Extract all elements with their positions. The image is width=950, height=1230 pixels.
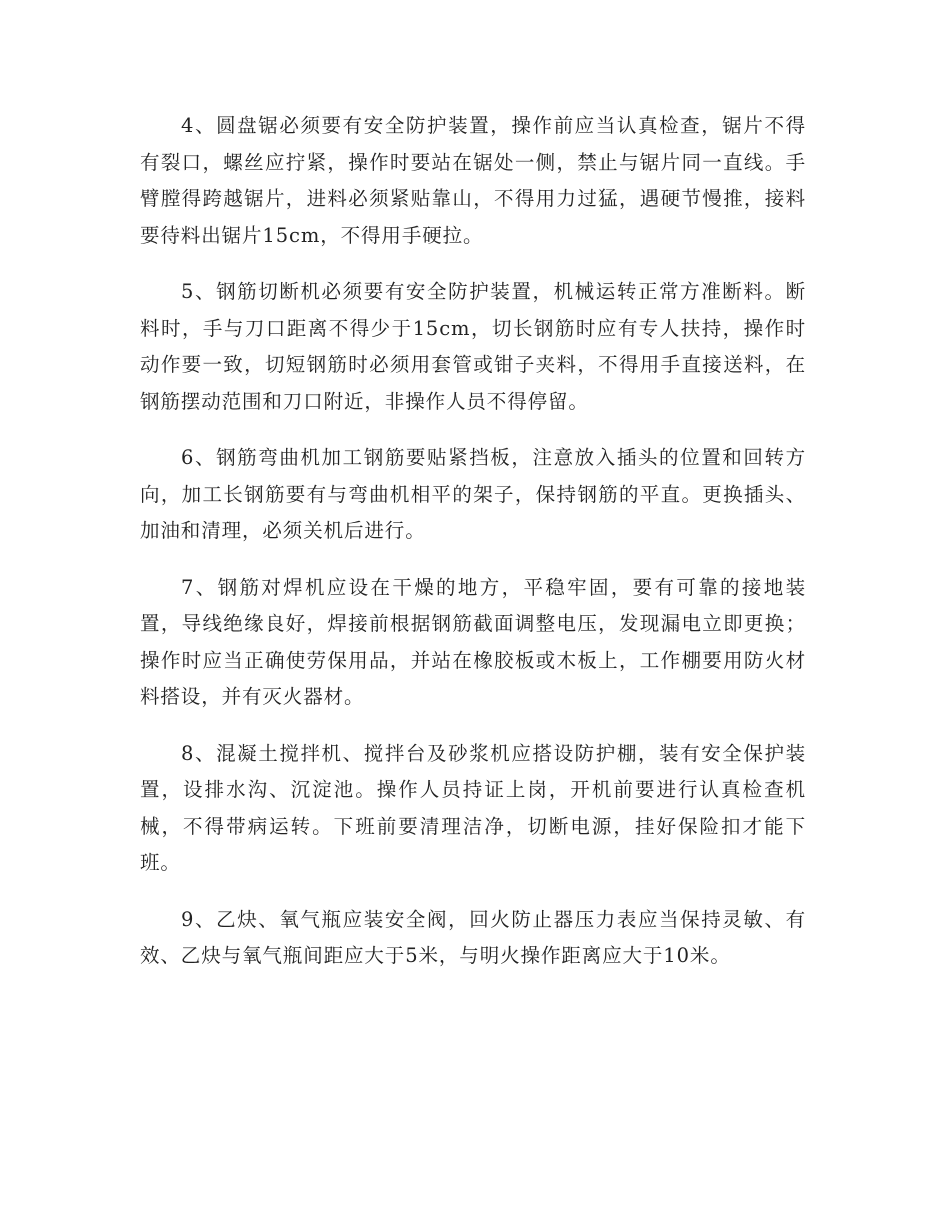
paragraph-item-9: 9、乙炔、氧气瓶应装安全阀，回火防止器压力表应当保持灵敏、有效、乙炔与氧气瓶间距应大于5米，与明火操作距离应大于10米。 [140, 907, 806, 967]
paragraph-item-5: 5、钢筋切断机必须要有安全防护装置，机械运转正常方准断料。断料时，手与刀口距离不得少于15cm，切长钢筋时应有专人扶持，操作时动作要一致，切短钢筋时必须用套管或钳子夹料，不得用手直接送料，在钢筋摆动范围和刀口附近，非操作人员不得停留。 [140, 280, 806, 413]
paragraph-item-7: 7、钢筋对焊机应设在干燥的地方，平稳牢固，要有可靠的接地装置，导线绝缘良好，焊接前根据钢筋截面调整电压，发现漏电立即更换；操作时应当正确使劳保用品，并站在橡胶板或木板上，工作棚要用防火材料搭设，并有灭火器材。 [140, 575, 806, 708]
paragraph-item-8: 8、混凝土搅拌机、搅拌台及砂浆机应搭设防护棚，装有安全保护装置，设排水沟、沉淀池。操作人员持证上岗，开机前要进行认真检查机械，不得带病运转。下班前要清理洁净，切断电源，挂好保险扣才能下班。 [140, 741, 806, 874]
paragraph-item-4: 4、圆盘锯必须要有安全防护装置，操作前应当认真检查，锯片不得有裂口，螺丝应拧紧，操作时要站在锯处一侧，禁止与锯片同一直线。手臂膛得跨越锯片，进料必须紧贴靠山，不得用力过猛，遇硬节慢推，接料要待料出锯片15cm，不得用手硬拉。 [140, 114, 806, 247]
paragraph-item-6: 6、钢筋弯曲机加工钢筋要贴紧挡板，注意放入插头的位置和回转方向，加工长钢筋要有与弯曲机相平的架子，保持钢筋的平直。更换插头、加油和清理，必须关机后进行。 [140, 446, 806, 542]
document-body [140, 108, 806, 995]
